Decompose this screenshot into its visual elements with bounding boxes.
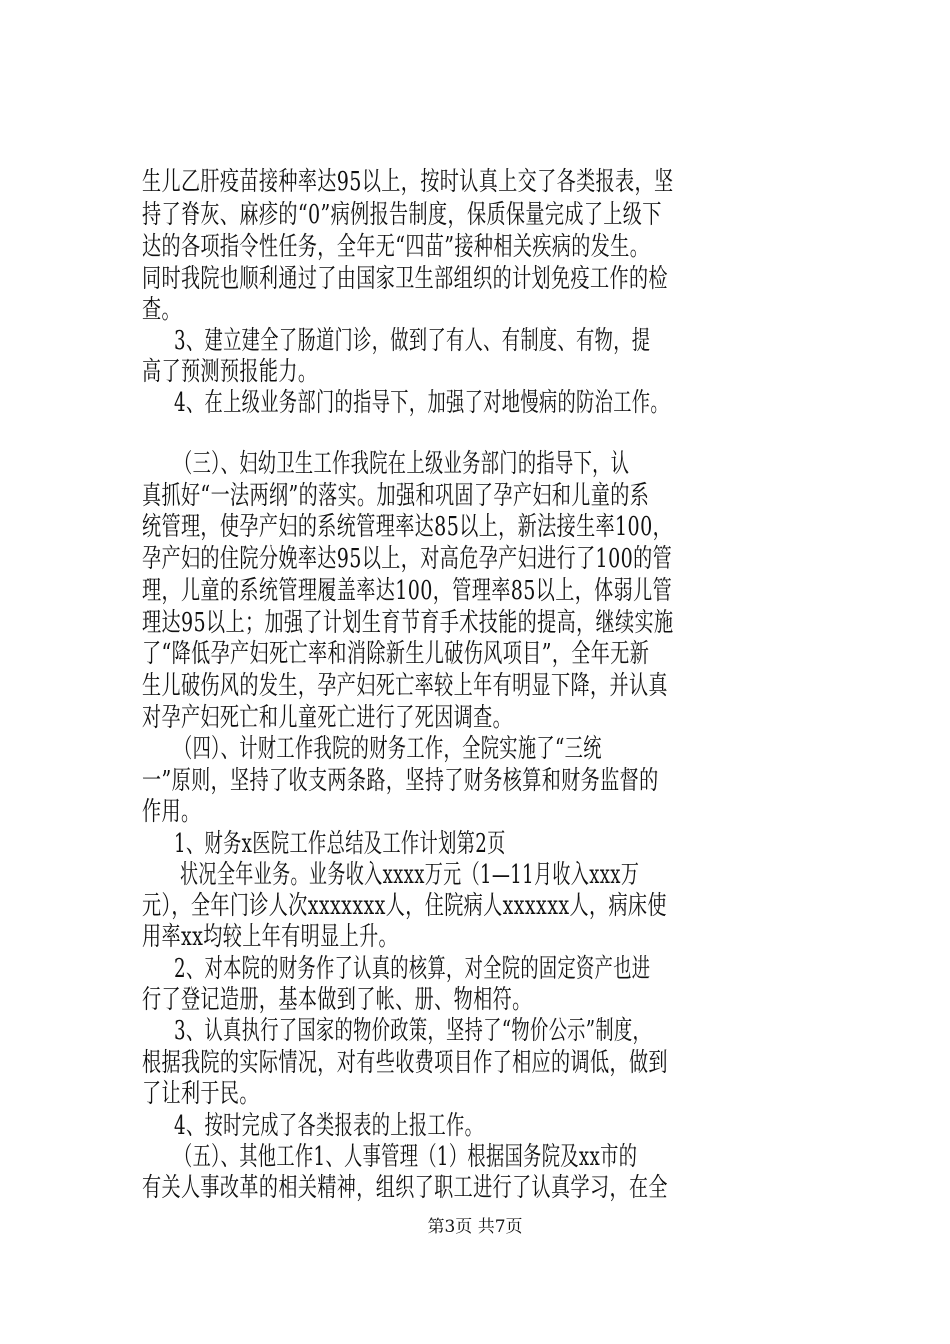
text-line: 生儿破伤风的发生，孕产妇死亡率较上年有明显下降，并认真 xyxy=(142,671,668,702)
text-line: 孕产妇的住院分娩率达95以上，对高危孕产妇进行了100的管 xyxy=(142,543,673,574)
text-line: 2、对本院的财务作了认真的核算，对全院的固定资产也进 xyxy=(174,954,651,984)
text-line: 对孕产妇死亡和儿童死亡进行了死因调查。 xyxy=(142,703,513,734)
text-line: 3、建立建全了肠道门诊，做到了有人、有制度、有物，提 xyxy=(174,326,651,357)
text-line: 了“降低孕产妇死亡率和消除新生儿破伤风项目”，全年无新 xyxy=(142,639,650,670)
text-line: 作用。 xyxy=(142,797,201,828)
text-line: 达的各项指令性任务，全年无“四苗”接种相关疾病的发生。 xyxy=(142,231,650,262)
text-line: 1、财务x医院工作总结及工作计划第2页 xyxy=(174,829,506,859)
text-line: （三）、妇幼卫生工作我院在上级业务部门的指导下，认 xyxy=(174,448,630,479)
text-line: 查。 xyxy=(142,294,181,325)
text-line: 3、认真执行了国家的物价政策，坚持了“物价公示”制度， xyxy=(174,1016,652,1047)
text-line: 高了预测预报能力。 xyxy=(142,356,318,387)
text-line: （四）、计财工作我院的财务工作，全院实施了“三统 xyxy=(174,734,602,765)
text-line: 真抓好“一法两纲”的落实。加强和巩固了孕产妇和儿童的系 xyxy=(142,480,650,511)
text-line: 状况全年业务。业务收入xxxx万元（1—11月收入xxx万 xyxy=(180,860,640,890)
text-line: 一”原则，坚持了收支两条路，坚持了财务核算和财务监督的 xyxy=(142,766,659,797)
text-line: 根据我院的实际情况，对有些收费项目作了相应的调低，做到 xyxy=(142,1048,668,1078)
text-line: 理，儿童的系统管理履盖率达100，管理率85以上，体弱儿管 xyxy=(142,575,673,606)
text-line: 有关人事改革的相关精神，组织了职工进行了认真学习，在全 xyxy=(142,1173,668,1203)
text-line: （五）、其他工作1、人事管理（1）根据国务院及xx市的 xyxy=(174,1142,638,1172)
text-line: 了让利于民。 xyxy=(142,1079,259,1109)
text-line: 统管理，使孕产妇的系统管理率达85以上，新法接生率100， xyxy=(142,511,673,542)
text-line: 4、在上级业务部门的指导下，加强了对地慢病的防治工作。 xyxy=(174,387,669,418)
text-line: 理达95以上；加强了计划生育节育手术技能的提高，继续实施 xyxy=(142,607,674,638)
text-line: 生儿乙肝疫苗接种率达95以上，按时认真上交了各类报表，坚 xyxy=(142,167,674,197)
page-number-footer: 第3页 共7页 xyxy=(427,1217,523,1237)
text-line: 持了脊灰、麻疹的“0”病例报告制度，保质保量完成了上级下 xyxy=(142,199,662,230)
text-line: 4、按时完成了各类报表的上报工作。 xyxy=(174,1110,484,1141)
text-line: 同时我院也顺利通过了由国家卫生部组织的计划免疫工作的检 xyxy=(142,263,668,294)
text-line: 行了登记造册，基本做到了帐、册、物相符。 xyxy=(142,985,532,1016)
text-line: 元），全年门诊人次xxxxxxx人，住院病人xxxxxx人，病床使 xyxy=(142,891,667,922)
text-line: 用率xx均较上年有明显上升。 xyxy=(142,922,399,953)
